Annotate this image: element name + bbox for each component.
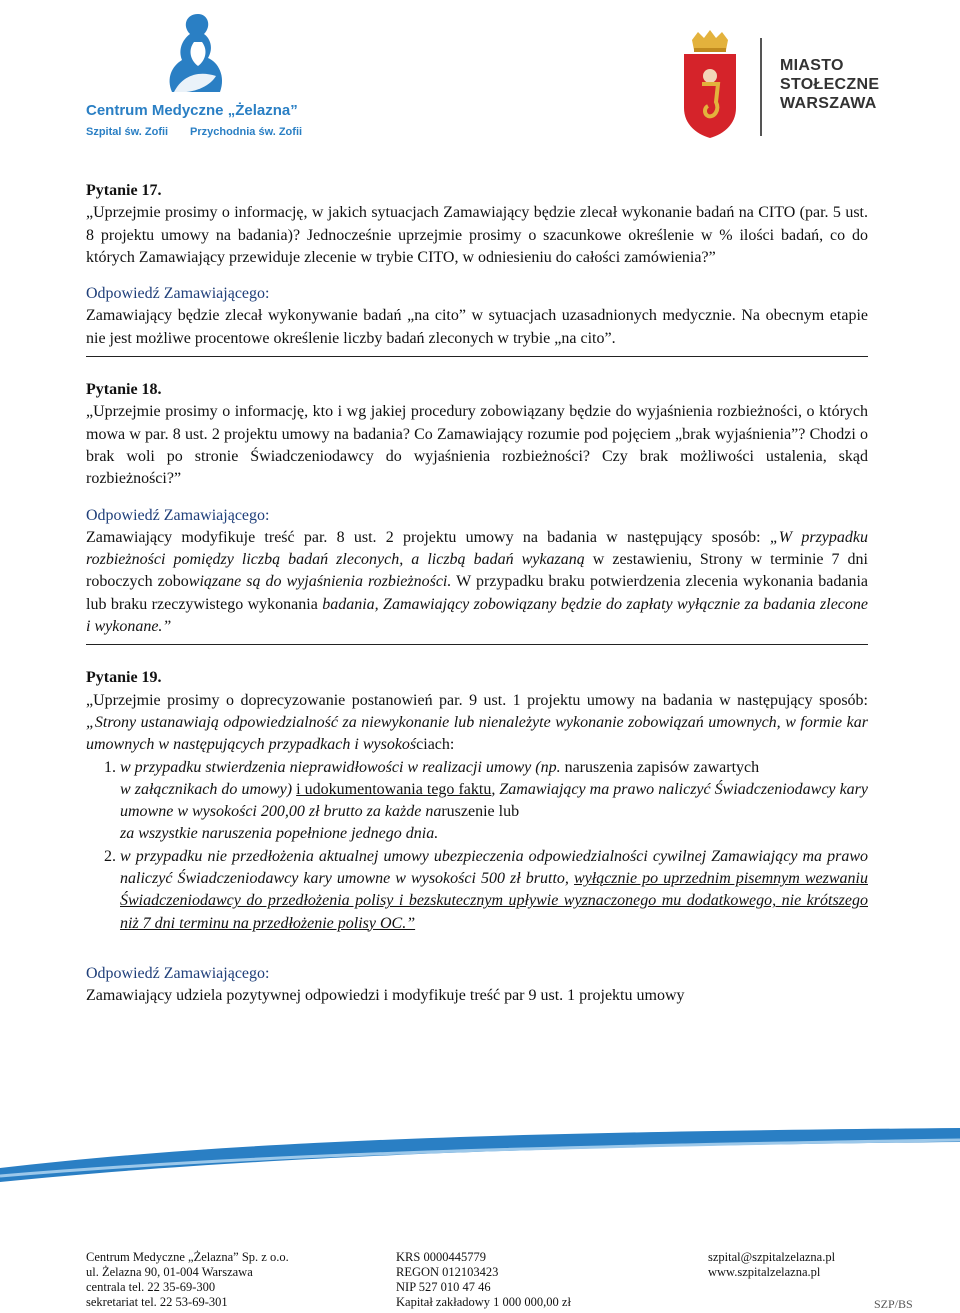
section-divider [86,356,868,357]
section-divider [86,644,868,645]
penalty-list [86,757,868,935]
city-logo [680,30,880,140]
clinic-logo [86,6,306,141]
question-18-title: Pytanie 18. [86,381,162,399]
answer-18-text: Zamawiający modyfikuje treść par. 8 ust. 2 projektu umowy na badania w następujący sposób: „W przypadku rozbieżności pomiędzy liczbą badań zleconych, a liczbą badań wykazaną w zestawieniu, Strony w terminie 7 dni roboczych zobowiązane są do wyjaśnienia rozbieżności. W przypadku braku potwierdzenia zlecenia wykonania badania lub braku rzeczywistego wykonania badania, Zamawiający zobowiązany będzie do zapłaty wyłącznie za badania zlecone i wykonane.” [86,528,869,636]
footer-registration: KRS 0000445779 REGON 012103423 NIP 527 010 47 46 Kapitał zakładowy 1 000 000,00 zł [396,1250,571,1309]
logo-divider [760,38,762,136]
footer-website[interactable]: www.szpitalzelazna.pl [708,1265,821,1279]
penalty-list-item: 1. w przypadku stwierdzenia nieprawidłowości w realizacji umowy (np. naruszenia zapisów zawartych w załącznikach do umowy) i udokumentowania tego faktu, Zamawiający ma prawo naliczyć Świadczeniodawcy kary umowne w wysokości 200,00 zł brutto za każde naruszenie lub za wszystkie naruszenia popełnione jednego dnia. [120,757,868,846]
question-17-title: Pytanie 17. [86,182,162,199]
answer-17-heading: Odpowiedź Zamawiającego: [86,285,270,303]
document-body [86,180,868,1008]
warsaw-crest-icon [680,30,740,140]
footer-company: Centrum Medyczne „Żelazna” Sp. z o.o. ul. Żelazna 90, 01-004 Warszawa centrala tel. 22 35-69-300 sekretariat tel. 22 53-69-301 [86,1250,289,1309]
penalty-list-item: 2. w przypadku nie przedłożenia aktualnej umowy ubezpieczenia odpowiedzialności cywilnej Zamawiający ma prawo naliczyć Świadczeniodawcy kary umowne w wysokości 500 zł brutto, wyłącznie po uprzednim pisemnym wezwaniu Świadczeniodawcy do przedłożenia polisy i bezskutecznym upływie wyznaczonego mu dodatkowego, nie krótszego niż 7 dni terminu na przedłożenie polisy OC.” [120,846,868,935]
hospital-name: Szpital św. Zofii [86,126,169,138]
answer-19-text: Zamawiający udziela pozytywnej odpowiedzi i modyfikuje treść par 9 ust. 1 projektu umowy [86,987,685,1005]
document-code: SZP/BS [874,1297,913,1311]
clinic-logo-icon [86,6,306,101]
question-19-text: „Uprzejmie prosimy o doprecyzowanie postanowień par. 9 ust. 1 projektu umowy na badania w następujący sposób: „Strony ustanawiają odpowiedzialność za niewykonanie lub nienależyte wykonanie zobowiązań umownych, w formie kar umownych w następujących przypadkach i wysokościach: [86,691,868,754]
clinic-sub-name: Przychodnia św. Zofii [190,126,303,138]
answer-18-heading: Odpowiedź Zamawiającego: [86,506,270,524]
footer-wave-decoration [0,1110,960,1190]
city-name: MIASTO STOŁECZNE WARSZAWA [780,57,880,112]
question-17-text: „Uprzejmie prosimy o informację, w jakich sytuacjach Zamawiający będzie zlecał wykonanie badań na CITO (par. 5 ust. 8 projektu umowy na badania)? Jednocześnie uprzejmie prosimy o szacunkowe określenie w % ilości badań, co do których Zamawiający przewiduje zlecenie w trybie CITO, w odniesieniu do całości zamówienia?” [86,204,868,266]
footer-email[interactable]: szpital@szpitalzelazna.pl [708,1250,836,1264]
answer-19-heading: Odpowiedź Zamawiającego: [86,964,270,982]
clinic-name: Centrum Medyczne „Żelazna” [86,102,298,119]
question-19-title: Pytanie 19. [86,669,162,687]
question-18-text: „Uprzejmie prosimy o informację, kto i wg jakiej procedury zobowiązany będzie do wyjaśnienia rozbieżności, o których mowa w par. 8 ust. 2 projektu umowy na badania? Co Zamawiający rozumie pod pojęciem „brak wyjaśnienia”? Chodzi o brak woli po stronie Świadczeniodawcy do wyjaśnienia rozbieżności? Czy brak możliwości ustalenia, skąd rozbieżności?” [86,403,868,488]
answer-17-text: Zamawiający będzie zlecał wykonywanie badań „na cito” w sytuacjach uzasadnionych medycznie. Na obecnym etapie nie jest możliwe procentowe określenie liczby badań zleconych w trybie „na cito”. [86,307,868,347]
footer-contact [708,1250,835,1280]
